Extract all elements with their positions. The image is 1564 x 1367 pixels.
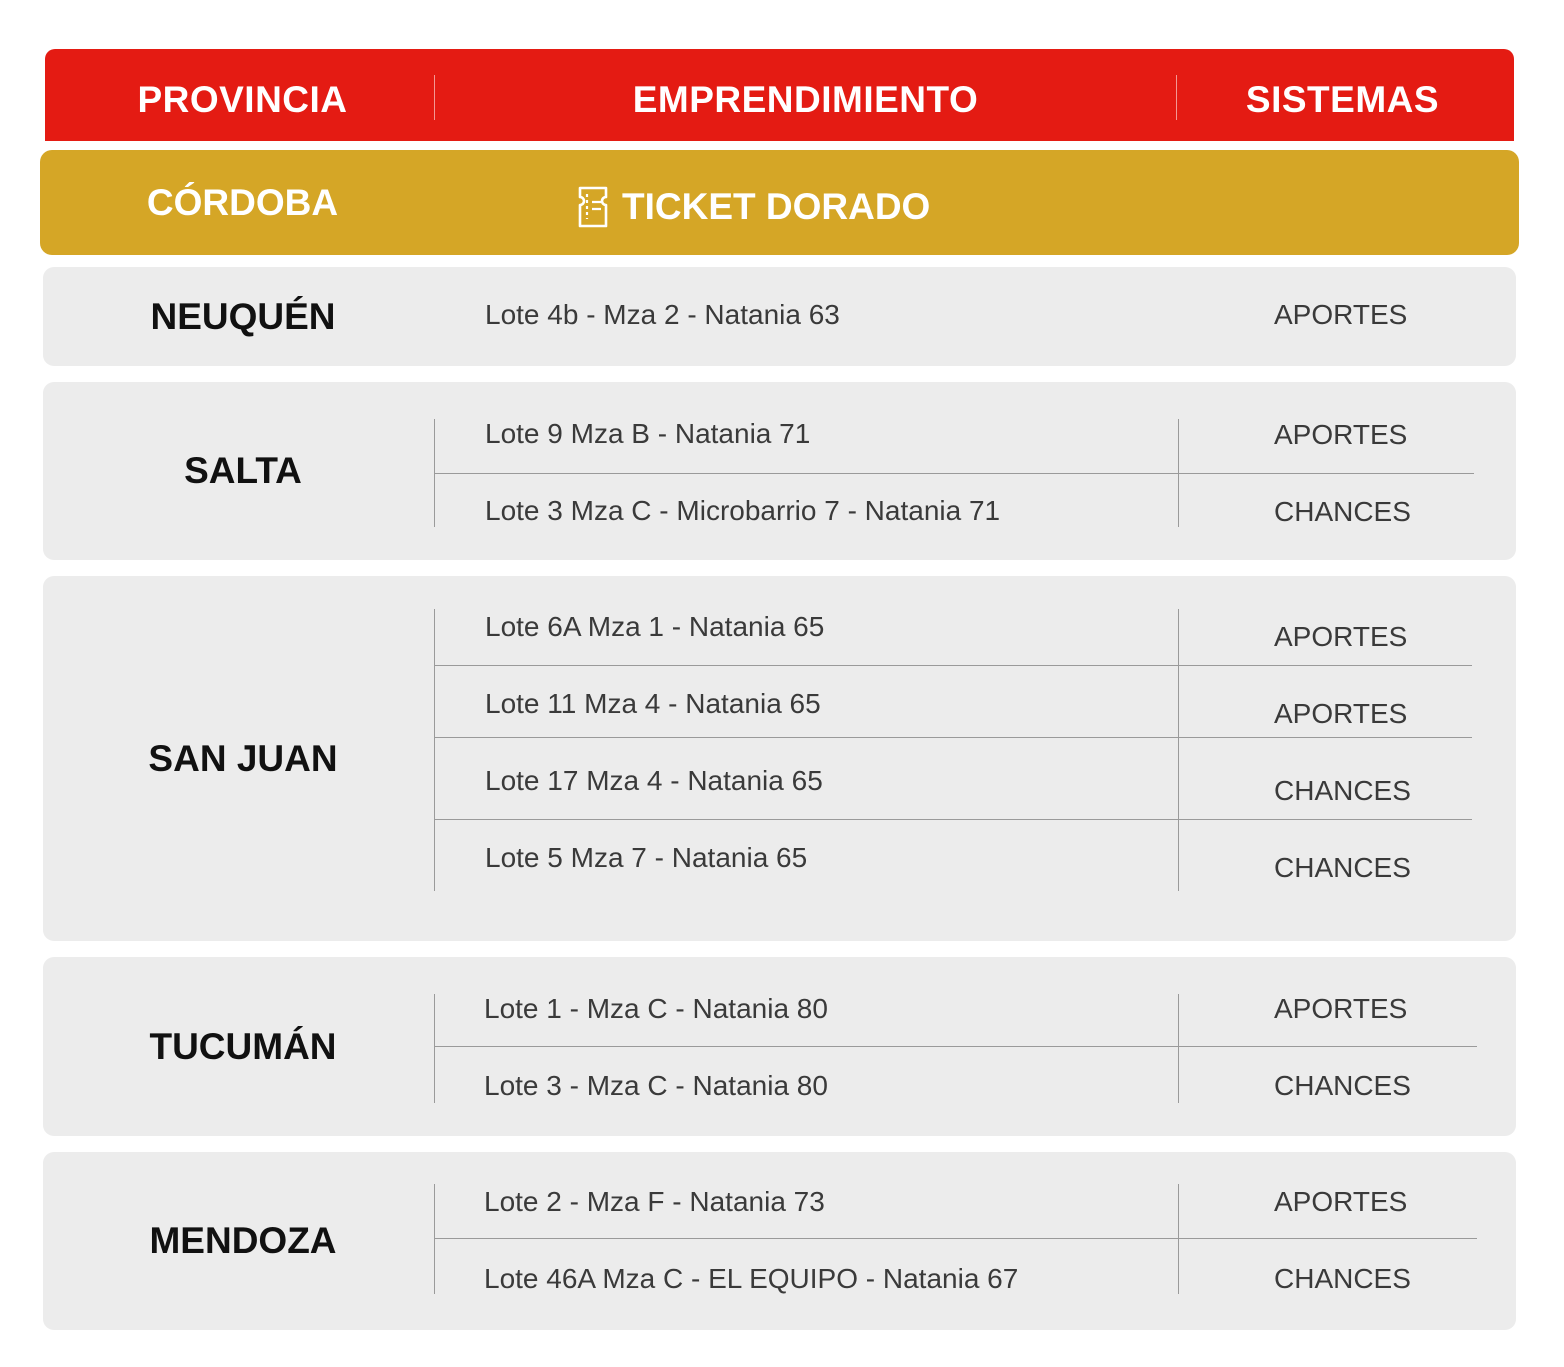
table-row — [434, 473, 1476, 560]
table-row — [434, 1046, 1476, 1136]
featured-emprendimiento-label: TICKET DORADO — [622, 185, 931, 227]
table-row — [434, 737, 1476, 819]
header-sistemas: SISTEMAS — [1245, 79, 1440, 120]
group-card-mendoza — [43, 1152, 1516, 1330]
group-card-tucuman — [43, 957, 1516, 1136]
sistema-cell: APORTES — [1274, 1186, 1408, 1217]
table-row — [434, 665, 1476, 737]
table-row — [434, 1152, 1476, 1238]
emprendimiento-cell: Lote 46A Mza C - EL EQUIPO - Natania 67 — [484, 1263, 1019, 1294]
group-card-salta — [43, 382, 1516, 560]
provincia-label: TUCUMÁN — [149, 1025, 337, 1067]
sistema-cell: CHANCES — [1274, 1070, 1411, 1101]
emprendimiento-cell: Lote 9 Mza B - Natania 71 — [485, 418, 811, 449]
header-provincia: PROVINCIA — [137, 79, 348, 120]
sistema-cell: CHANCES — [1274, 1263, 1411, 1294]
emprendimiento-cell: Lote 4b - Mza 2 - Natania 63 — [485, 299, 840, 330]
emprendimiento-cell: Lote 17 Mza 4 - Natania 65 — [485, 765, 823, 796]
emprendimiento-cell: Lote 5 Mza 7 - Natania 65 — [485, 842, 808, 873]
emprendimiento-cell: Lote 2 - Mza F - Natania 73 — [484, 1186, 825, 1217]
table-row — [434, 819, 1476, 891]
featured-emprendimiento — [574, 150, 930, 255]
group-card-san-juan — [43, 576, 1516, 941]
provincia-label: SALTA — [184, 450, 302, 491]
sistema-cell: APORTES — [1274, 993, 1408, 1024]
group-card-neuquen — [43, 267, 1516, 366]
emprendimiento-cell: Lote 3 Mza C - Microbarrio 7 - Natania 71 — [485, 495, 1001, 526]
sistema-cell: CHANCES — [1274, 496, 1411, 527]
emprendimiento-cell: Lote 3 - Mza C - Natania 80 — [484, 1070, 828, 1101]
sistema-cell: CHANCES — [1274, 775, 1411, 806]
featured-row — [40, 150, 1519, 255]
table-row — [434, 957, 1476, 1046]
ticket-icon — [574, 185, 612, 229]
table-row — [434, 576, 1476, 665]
table-row — [434, 1238, 1476, 1330]
table-header — [45, 49, 1514, 141]
emprendimiento-cell: Lote 11 Mza 4 - Natania 65 — [485, 688, 821, 719]
provincia-label: NEUQUÉN — [150, 295, 336, 337]
header-emprendimiento: EMPRENDIMIENTO — [632, 79, 979, 120]
provincia-label: SAN JUAN — [148, 737, 338, 779]
emprendimiento-cell: Lote 1 - Mza C - Natania 80 — [484, 993, 828, 1024]
emprendimiento-cell: Lote 6A Mza 1 - Natania 65 — [485, 611, 825, 642]
table-row — [434, 382, 1476, 473]
sistema-cell: APORTES — [1274, 698, 1408, 729]
sistema-cell: APORTES — [1274, 621, 1408, 652]
sistema-cell: CHANCES — [1274, 852, 1411, 883]
provincia-label: MENDOZA — [149, 1220, 337, 1261]
sistema-cell: APORTES — [1274, 419, 1408, 450]
table-row — [434, 267, 1476, 366]
featured-provincia: CÓRDOBA — [146, 182, 339, 223]
sistema-cell: APORTES — [1274, 299, 1408, 330]
